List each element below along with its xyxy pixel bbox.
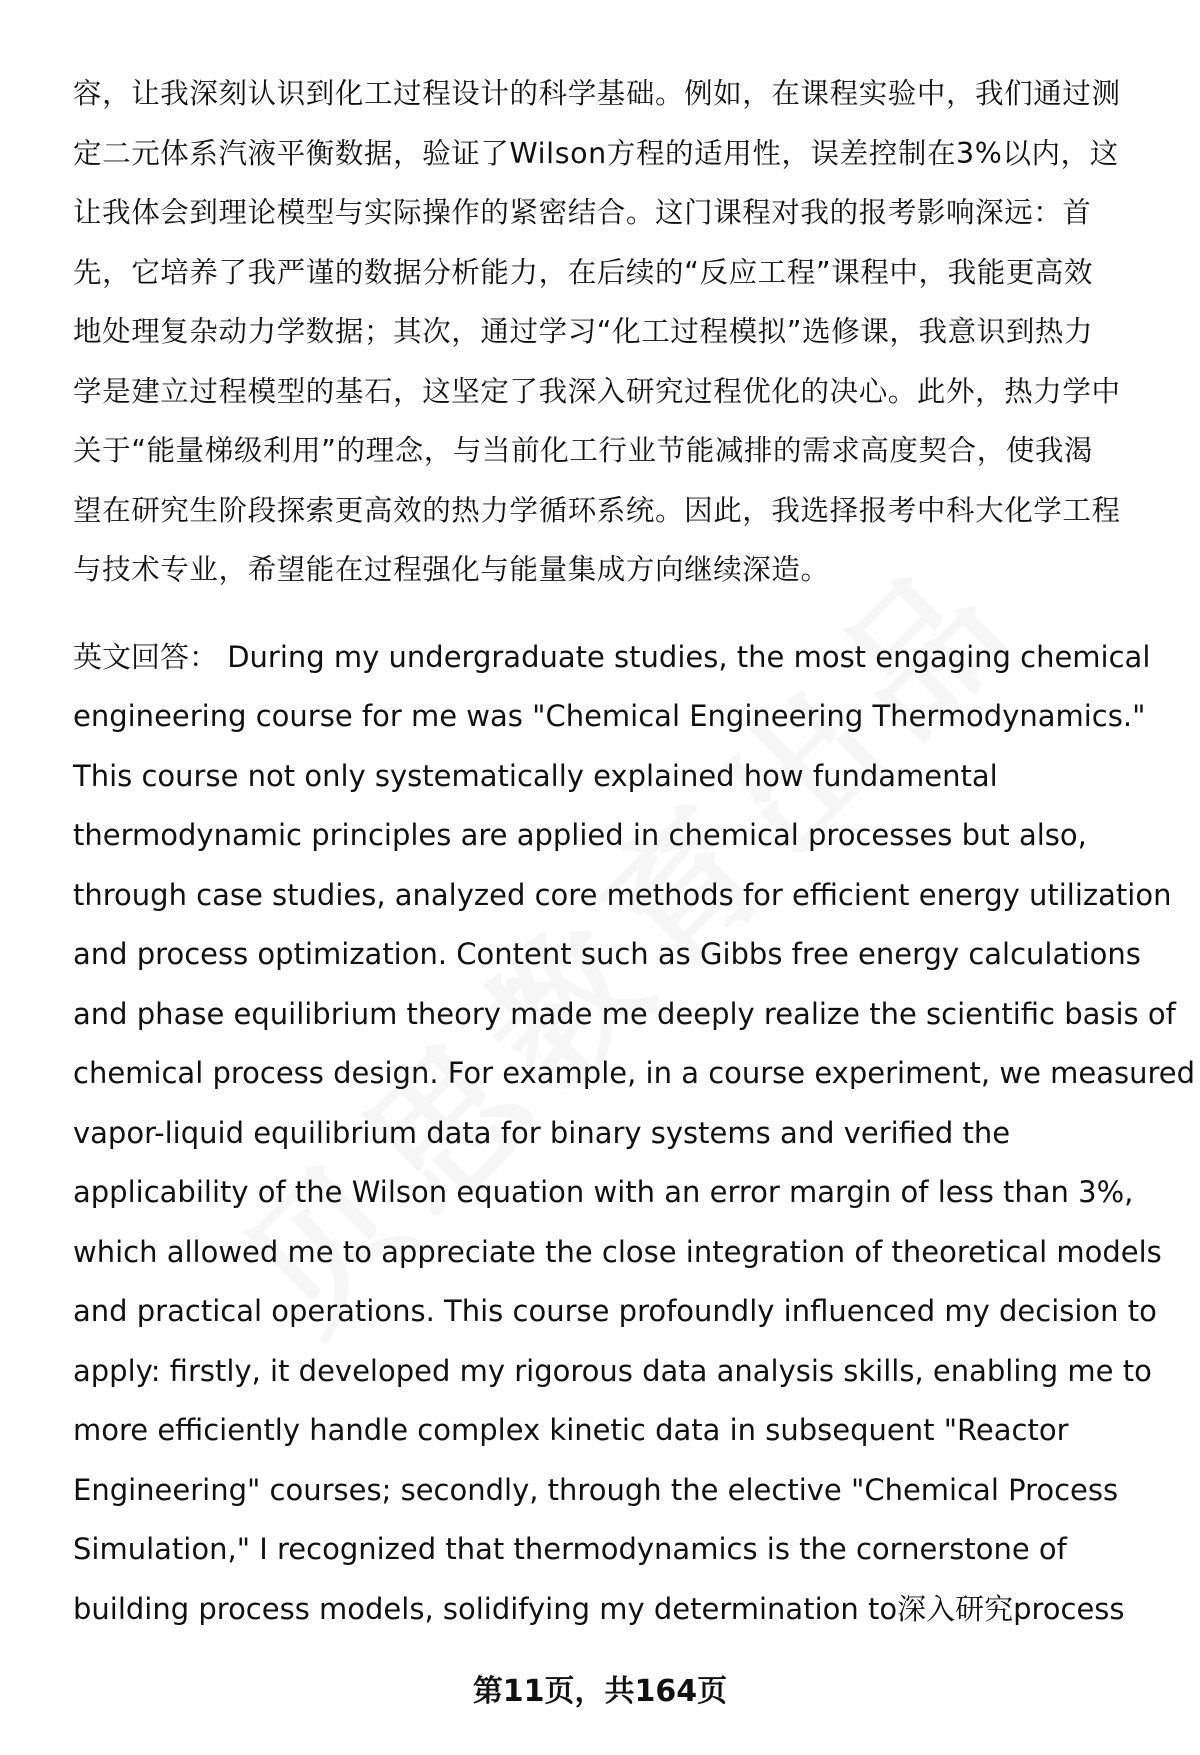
- english-answer-paragraph: [73, 628, 1196, 1640]
- text-line: 望在研究生阶段探索更高效的热力学循环系统。因此，我选择报考中科大化学工程: [73, 493, 1121, 527]
- document-body: [73, 64, 1196, 1639]
- page-number: 第11页，共164页: [472, 1674, 728, 1709]
- text-line: 与技术专业，希望能在过程强化与能量集成方向继续深造。: [73, 553, 830, 586]
- text-line: 学是建立过程模型的基石，这坚定了我深入研究过程优化的决心。此外，热力学中: [73, 374, 1121, 408]
- text-line: 地处理复杂动力学数据；其次，通过学习“化工过程模拟”选修课，我意识到热力: [73, 315, 1094, 348]
- text-line: 让我体会到理论模型与实际操作的紧密结合。这门课程对我的报考影响深远：首: [73, 196, 1092, 229]
- text-line: and practical operations. This course profoundly influenced my decision to: [73, 1294, 1157, 1328]
- text-line: vapor-liquid equilibrium data for binary systems and verified the: [73, 1115, 1011, 1150]
- text-line: 容，让我深刻认识到化工过程设计的科学基础。例如，在课程实验中，我们通过测: [73, 77, 1121, 110]
- paragraph-gap: [73, 600, 1153, 628]
- text-line: apply: firstly, it developed my rigorous data analysis skills, enabling me to: [73, 1353, 1152, 1388]
- text-line: 关于“能量梯级利用”的理念，与当前化工行业节能减排的需求高度契合，使我渴: [73, 434, 1094, 467]
- text-line: Simulation," I recognized that thermodynamics is the cornerstone of: [73, 1532, 1067, 1566]
- text-line: which allowed me to appreciate the close integration of theoretical models: [73, 1234, 1162, 1269]
- text-line: through case studies, analyzed core methods for efficient energy utilization: [73, 877, 1172, 912]
- text-line: chemical process design. For example, in a course experiment, we measured: [73, 1056, 1196, 1090]
- text-line: building process models, solidifying my determination to深入研究process: [73, 1591, 1125, 1626]
- text-line: applicability of the Wilson equation with an error margin of less than 3%,: [73, 1175, 1134, 1209]
- chinese-answer-paragraph: [73, 64, 1153, 600]
- text-line: more efficiently handle complex kinetic data in subsequent "Reactor: [73, 1413, 1069, 1447]
- text-line: engineering course for me was "Chemical Engineering Thermodynamics.": [73, 699, 1146, 733]
- text-line: 先，它培养了我严谨的数据分析能力，在后续的“反应工程”课程中，我能更高效: [73, 255, 1094, 289]
- text-line: and process optimization. Content such as Gibbs free energy calculations: [73, 937, 1141, 971]
- text-line: 定二元体系汽液平衡数据，验证了Wilson方程的适用性，误差控制在3%以内，这: [73, 136, 1119, 170]
- text-line: 英文回答： During my undergraduate studies, the most engaging chemical: [73, 639, 1151, 674]
- text-line: Engineering" courses; secondly, through the elective "Chemical Process: [73, 1472, 1119, 1507]
- text-line: This course not only systematically explained how fundamental: [73, 758, 998, 793]
- text-line: thermodynamic principles are applied in chemical processes but also,: [73, 818, 1087, 852]
- text-line: and phase equilibrium theory made me deeply realize the scientific basis of: [73, 996, 1176, 1031]
